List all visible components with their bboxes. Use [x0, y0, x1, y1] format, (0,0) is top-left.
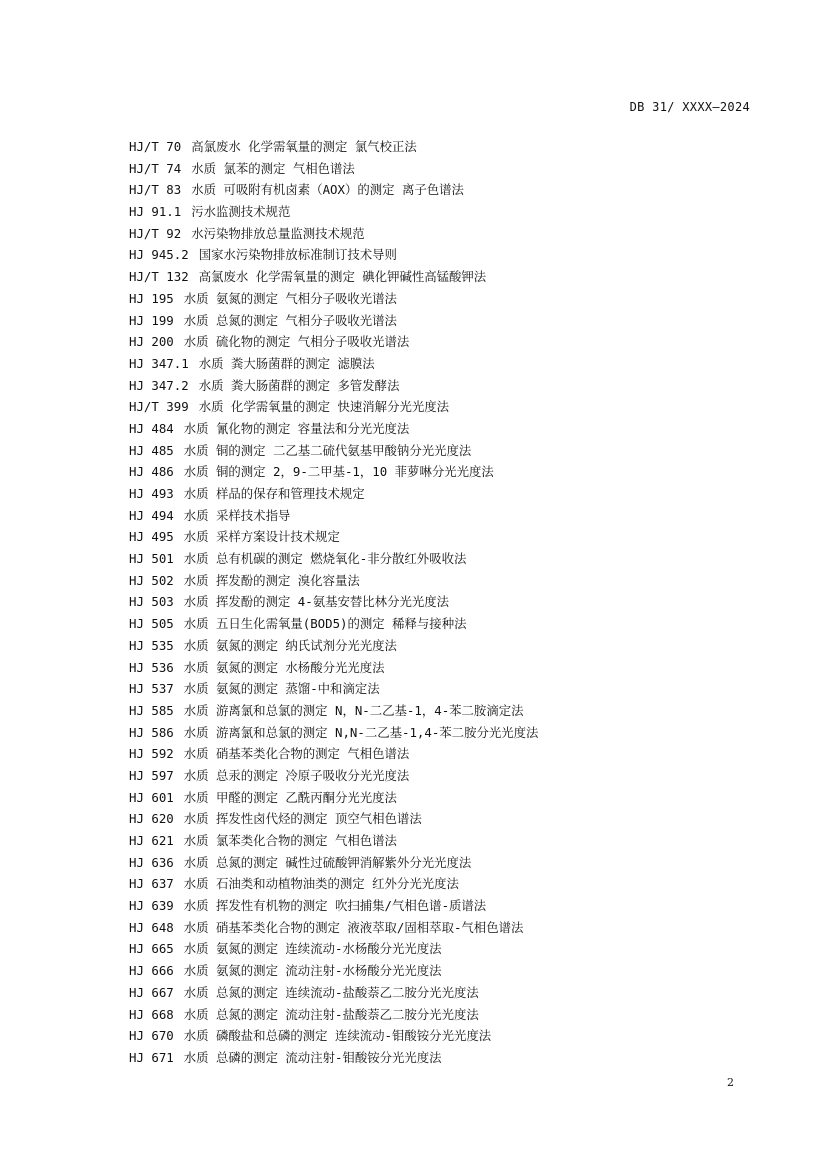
standard-code: HJ 586 — [129, 724, 174, 740]
standard-title: 水质 铜的测定 二乙基二硫代氨基甲酸钠分光光度法 — [183, 442, 472, 458]
standard-title: 水质 总汞的测定 冷原子吸收分光光度法 — [183, 767, 410, 783]
standard-title: 水质 氰化物的测定 容量法和分光光度法 — [183, 420, 410, 436]
standard-title: 水质 样品的保存和管理技术规定 — [183, 486, 365, 501]
standard-code: HJ 592 — [129, 746, 174, 762]
standard-title: 高氯废水 化学需氧量的测定 氯气校正法 — [191, 139, 417, 154]
standard-code: HJ 597 — [129, 767, 174, 783]
standard-code: HJ 502 — [129, 572, 174, 588]
standard-title: 水质 挥发性卤代烃的测定 顶空气相色谱法 — [183, 811, 422, 827]
list-item — [129, 917, 538, 939]
list-item — [129, 852, 538, 874]
list-item — [129, 353, 538, 375]
list-item — [129, 179, 538, 201]
list-item — [129, 635, 538, 657]
standard-title: 水质 氨氮的测定 连续流动-水杨酸分光光度法 — [183, 941, 442, 957]
standard-title: 水质 五日生化需氧量(BOD5)的测定 稀释与接种法 — [183, 616, 467, 632]
standard-code: HJ 671 — [129, 1049, 174, 1065]
list-item — [129, 570, 538, 592]
document-id-header: DB 31/ XXXX—2024 — [629, 100, 750, 114]
standard-title: 污水监测技术规范 — [191, 204, 291, 220]
list-item — [129, 678, 538, 700]
standard-title: 国家水污染物排放标准制订技术导则 — [198, 247, 397, 263]
list-item — [129, 505, 538, 527]
list-item — [129, 765, 538, 787]
standard-code: HJ 621 — [129, 833, 174, 848]
standard-code: HJ/T 83 — [129, 182, 182, 198]
list-item — [129, 375, 538, 397]
list-item — [129, 266, 538, 288]
standard-code: HJ 670 — [129, 1028, 174, 1044]
standard-code: HJ 637 — [129, 876, 174, 892]
standard-code: HJ/T 399 — [129, 399, 189, 415]
standard-title: 水质 总氮的测定 连续流动-盐酸萘乙二胺分光光度法 — [183, 984, 479, 1000]
standard-title: 水质 总氮的测定 碱性过硫酸钾消解紫外分光光度法 — [183, 854, 472, 870]
standard-title: 水质 氨氮的测定 流动注射-水杨酸分光光度法 — [183, 963, 442, 979]
list-item — [129, 787, 538, 809]
standard-code: HJ 495 — [129, 529, 174, 545]
standard-title: 水质 硝基苯类化合物的测定 液液萃取/固相萃取-气相色谱法 — [183, 919, 524, 935]
standard-code: HJ 536 — [129, 659, 174, 675]
standard-code: HJ/T 132 — [129, 269, 189, 285]
list-item — [129, 1025, 538, 1047]
standard-title: 水质 采样方案设计技术规定 — [183, 529, 340, 545]
standard-title: 水污染物排放总量监测技术规范 — [191, 225, 365, 241]
list-item — [129, 830, 538, 852]
list-item — [129, 201, 538, 223]
list-item — [129, 483, 538, 505]
list-item — [129, 700, 538, 722]
list-item — [129, 331, 538, 353]
standard-code: HJ 485 — [129, 442, 174, 458]
standard-title: 水质 总氮的测定 气相分子吸收光谱法 — [183, 312, 397, 328]
standard-title: 水质 甲醛的测定 乙酰丙酮分光光度法 — [183, 789, 397, 805]
list-item — [129, 418, 538, 440]
list-item — [129, 722, 538, 744]
standard-code: HJ 486 — [129, 464, 174, 480]
page-number: 2 — [727, 1076, 734, 1089]
standard-title: 水质 硝基苯类化合物的测定 气相色谱法 — [183, 746, 410, 762]
list-item — [129, 808, 538, 830]
standard-code: HJ 347.2 — [129, 377, 189, 393]
standard-code: HJ/T 74 — [129, 160, 182, 176]
standard-code: HJ 195 — [129, 290, 174, 306]
list-item — [129, 873, 538, 895]
standard-title: 高氯废水 化学需氧量的测定 碘化钾碱性高锰酸钾法 — [198, 269, 487, 285]
standard-code: HJ 668 — [129, 1006, 174, 1022]
standard-code: HJ 665 — [129, 941, 174, 957]
standard-code: HJ 200 — [129, 334, 174, 350]
standard-title: 水质 游离氯和总氯的测定 N,N-二乙基-1,4-苯二胺分光光度法 — [183, 724, 539, 740]
standard-code: HJ 601 — [129, 789, 174, 805]
standard-code: HJ 620 — [129, 811, 174, 827]
standard-title: 水质 挥发酚的测定 溴化容量法 — [183, 572, 360, 588]
standard-code: HJ 639 — [129, 898, 174, 914]
list-item — [129, 960, 538, 982]
standard-code: HJ 537 — [129, 681, 174, 697]
standard-code: HJ 199 — [129, 312, 174, 328]
standard-title: 水质 磷酸盐和总磷的测定 连续流动-钼酸铵分光光度法 — [183, 1028, 492, 1044]
list-item — [129, 548, 538, 570]
standard-code: HJ/T 70 — [129, 139, 182, 154]
list-item — [129, 288, 538, 310]
standard-title: 水质 采样技术指导 — [183, 507, 291, 523]
list-item — [129, 591, 538, 613]
standard-code: HJ 535 — [129, 637, 174, 653]
standard-title: 水质 总有机碳的测定 燃烧氧化-非分散红外吸收法 — [183, 551, 467, 567]
standard-code: HJ 501 — [129, 551, 174, 567]
standard-code: HJ 493 — [129, 486, 174, 501]
standard-title: 水质 氨氮的测定 蒸馏-中和滴定法 — [183, 681, 380, 697]
standard-code: HJ 945.2 — [129, 247, 189, 263]
standard-code: HJ 585 — [129, 702, 174, 718]
list-item — [129, 657, 538, 679]
standard-code: HJ 505 — [129, 616, 174, 632]
list-item — [129, 223, 538, 245]
standard-title: 水质 氯苯类化合物的测定 气相色谱法 — [183, 833, 397, 848]
list-item — [129, 136, 538, 158]
standard-title: 水质 氨氮的测定 水杨酸分光光度法 — [183, 659, 385, 675]
list-item — [129, 1047, 538, 1069]
standard-title: 水质 挥发性有机物的测定 吹扫捕集/气相色谱-质谱法 — [183, 898, 487, 914]
standard-code: HJ 503 — [129, 594, 174, 610]
standard-title: 水质 石油类和动植物油类的测定 红外分光光度法 — [183, 876, 459, 892]
standard-code: HJ 91.1 — [129, 204, 182, 220]
standard-code: HJ 648 — [129, 919, 174, 935]
standard-code: HJ/T 92 — [129, 225, 182, 241]
list-item — [129, 938, 538, 960]
list-item — [129, 1004, 538, 1026]
standard-title: 水质 化学需氧量的测定 快速消解分光光度法 — [198, 399, 450, 415]
standard-title: 水质 粪大肠菌群的测定 多管发酵法 — [198, 377, 400, 393]
standard-code: HJ 636 — [129, 854, 174, 870]
list-item — [129, 310, 538, 332]
standard-title: 水质 总磷的测定 流动注射-钼酸铵分光光度法 — [183, 1049, 442, 1065]
list-item — [129, 440, 538, 462]
standard-code: HJ 494 — [129, 507, 174, 523]
standard-title: 水质 游离氯和总氯的测定 N，N-二乙基-1，4-苯二胺滴定法 — [183, 702, 524, 718]
standard-title: 水质 铜的测定 2，9-二甲基-1，10 菲萝啉分光光度法 — [183, 464, 494, 480]
standard-code: HJ 666 — [129, 963, 174, 979]
standard-title: 水质 硫化物的测定 气相分子吸收光谱法 — [183, 334, 410, 350]
reference-standards-list — [129, 136, 538, 1069]
standard-title: 水质 总氮的测定 流动注射-盐酸萘乙二胺分光光度法 — [183, 1006, 479, 1022]
list-item — [129, 895, 538, 917]
standard-title: 水质 挥发酚的测定 4-氨基安替比林分光光度法 — [183, 594, 450, 610]
standard-title: 水质 可吸附有机卤素（AOX）的测定 离子色谱法 — [191, 182, 464, 198]
standard-code: HJ 484 — [129, 420, 174, 436]
standard-title: 水质 氨氮的测定 纳氏试剂分光光度法 — [183, 637, 397, 653]
standard-code: HJ 347.1 — [129, 355, 189, 371]
list-item — [129, 461, 538, 483]
standard-title: 水质 粪大肠菌群的测定 滤膜法 — [198, 355, 375, 371]
list-item — [129, 244, 538, 266]
standard-title: 水质 氯苯的测定 气相色谱法 — [191, 160, 355, 176]
list-item — [129, 743, 538, 765]
standard-title: 水质 氨氮的测定 气相分子吸收光谱法 — [183, 290, 397, 306]
list-item — [129, 982, 538, 1004]
standard-code: HJ 667 — [129, 984, 174, 1000]
list-item — [129, 526, 538, 548]
list-item — [129, 396, 538, 418]
list-item — [129, 158, 538, 180]
list-item — [129, 613, 538, 635]
